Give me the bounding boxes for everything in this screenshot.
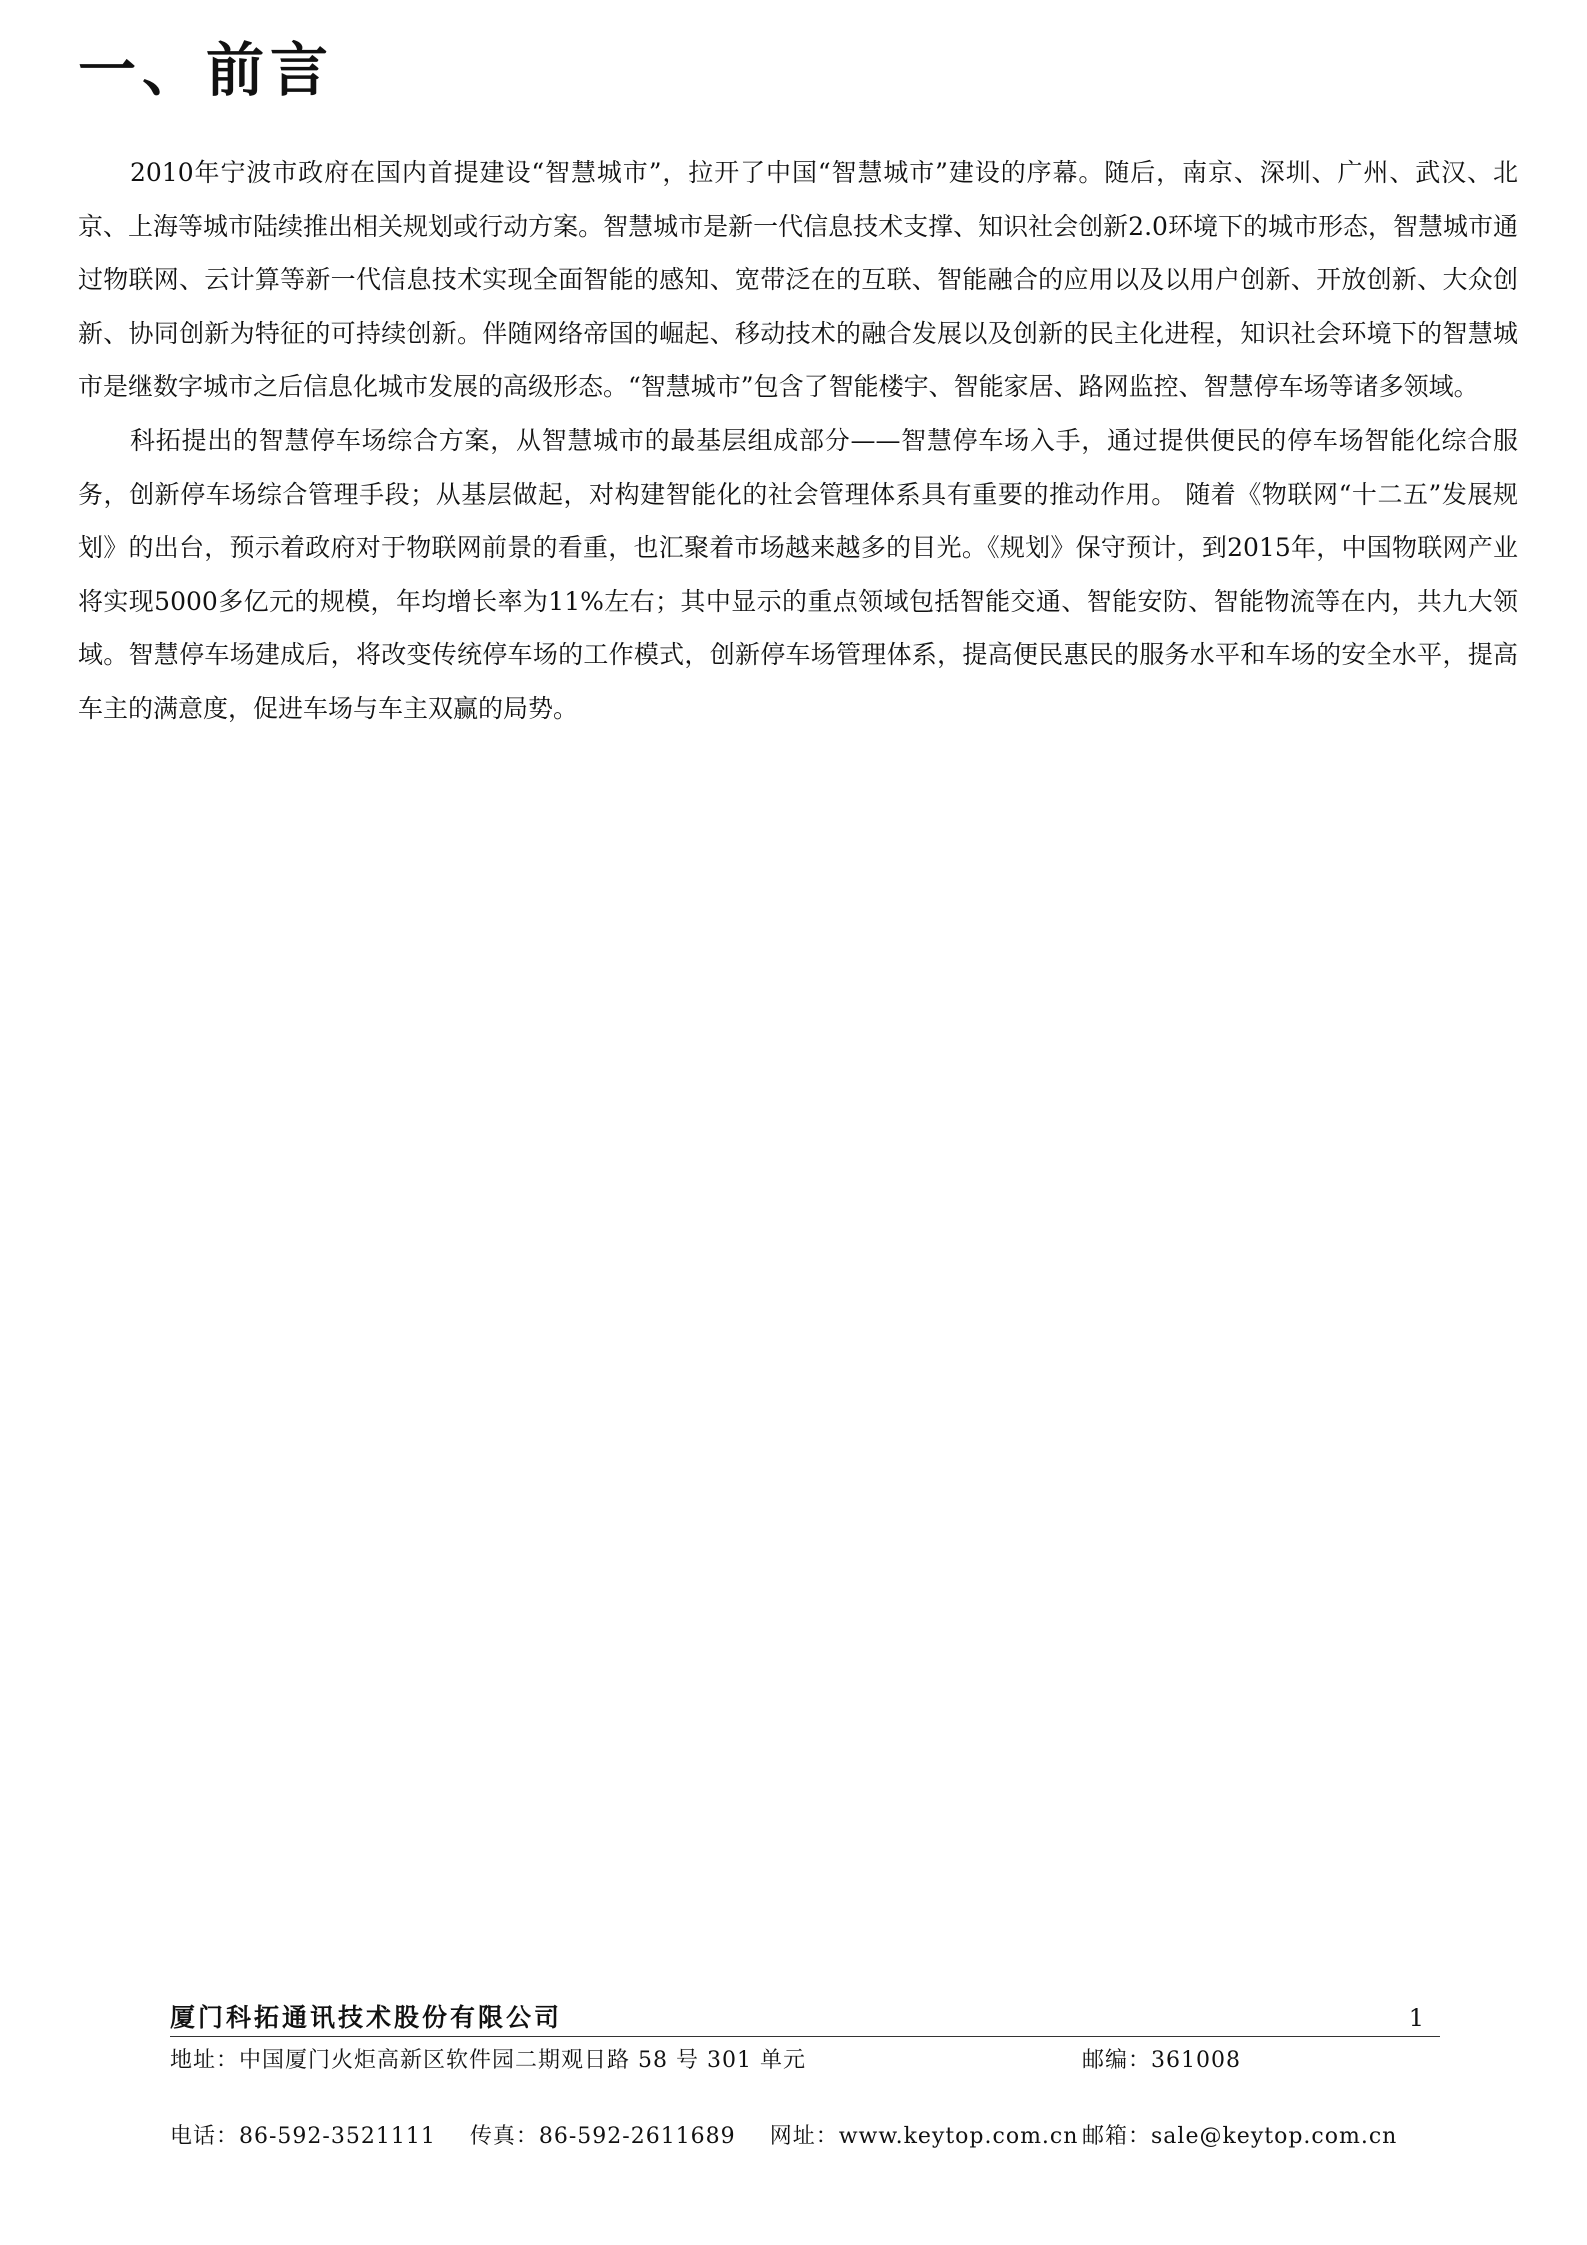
footer-email: 邮箱：sale@keytop.com.cn xyxy=(1082,2124,1398,2149)
footer-divider xyxy=(170,2036,1440,2037)
body-text xyxy=(78,146,1518,736)
footer-contact-row xyxy=(170,2122,1112,2152)
footer-fax: 传真：86-592-2611689 xyxy=(469,2124,736,2149)
page-title: 一、前言 xyxy=(78,36,335,104)
footer-website: 网址：www.keytop.com.cn xyxy=(769,2124,1079,2149)
footer-phone: 电话：86-592-3521111 xyxy=(170,2124,436,2149)
page-number: 1 xyxy=(1408,2004,1424,2032)
paragraph-solution: 科拓提出的智慧停车场综合方案，从智慧城市的最基层组成部分——智慧停车场入手，通过提供便民的停车场智能化综合服务，创新停车场综合管理手段；从基层做起，对构建智能化的社会管理体系具有重要的推动作用。 随着《物联网“十二五”发展规划》的出台，预示着政府对于物联网前景的看重，也汇聚着市场越来越多的目光。《规划》保守预计，到2015年，中国物联网产业将实现5000多亿元的规模，年均增长率为11%左右；其中显示的重点领域包括智能交通、智能安防、智能物流等在内，共九大领域。智慧停车场建成后，将改变传统停车场的工作模式，创新停车场管理体系，提高便民惠民的服务水平和车场的安全水平，提高车主的满意度，促进车场与车主双赢的局势。 xyxy=(78,425,1518,723)
footer-company-name: 厦门科拓通讯技术股份有限公司 xyxy=(170,2003,563,2032)
paragraph-intro: 2010年宁波市政府在国内首提建设“智慧城市”，拉开了中国“智慧城市”建设的序幕。随后，南京、深圳、广州、武汉、北京、上海等城市陆续推出相关规划或行动方案。智慧城市是新一代信息技术支撑、知识社会创新2.0环境下的城市形态，智慧城市通过物联网、云计算等新一代信息技术实现全面智能的感知、宽带泛在的互联、智能融合的应用以及以用户创新、开放创新、大众创新、协同创新为特征的可持续创新。伴随网络帝国的崛起、移动技术的融合发展以及创新的民主化进程，知识社会环境下的智慧城市是继数字城市之后信息化城市发展的高级形态。“智慧城市”包含了智能楼宇、智能家居、路网监控、智慧停车场等诸多领域。 xyxy=(78,158,1518,402)
footer-address: 地址：中国厦门火炬高新区软件园二期观日路 58 号 301 单元 xyxy=(170,2048,806,2073)
footer-postcode: 邮编：361008 xyxy=(1082,2048,1241,2073)
